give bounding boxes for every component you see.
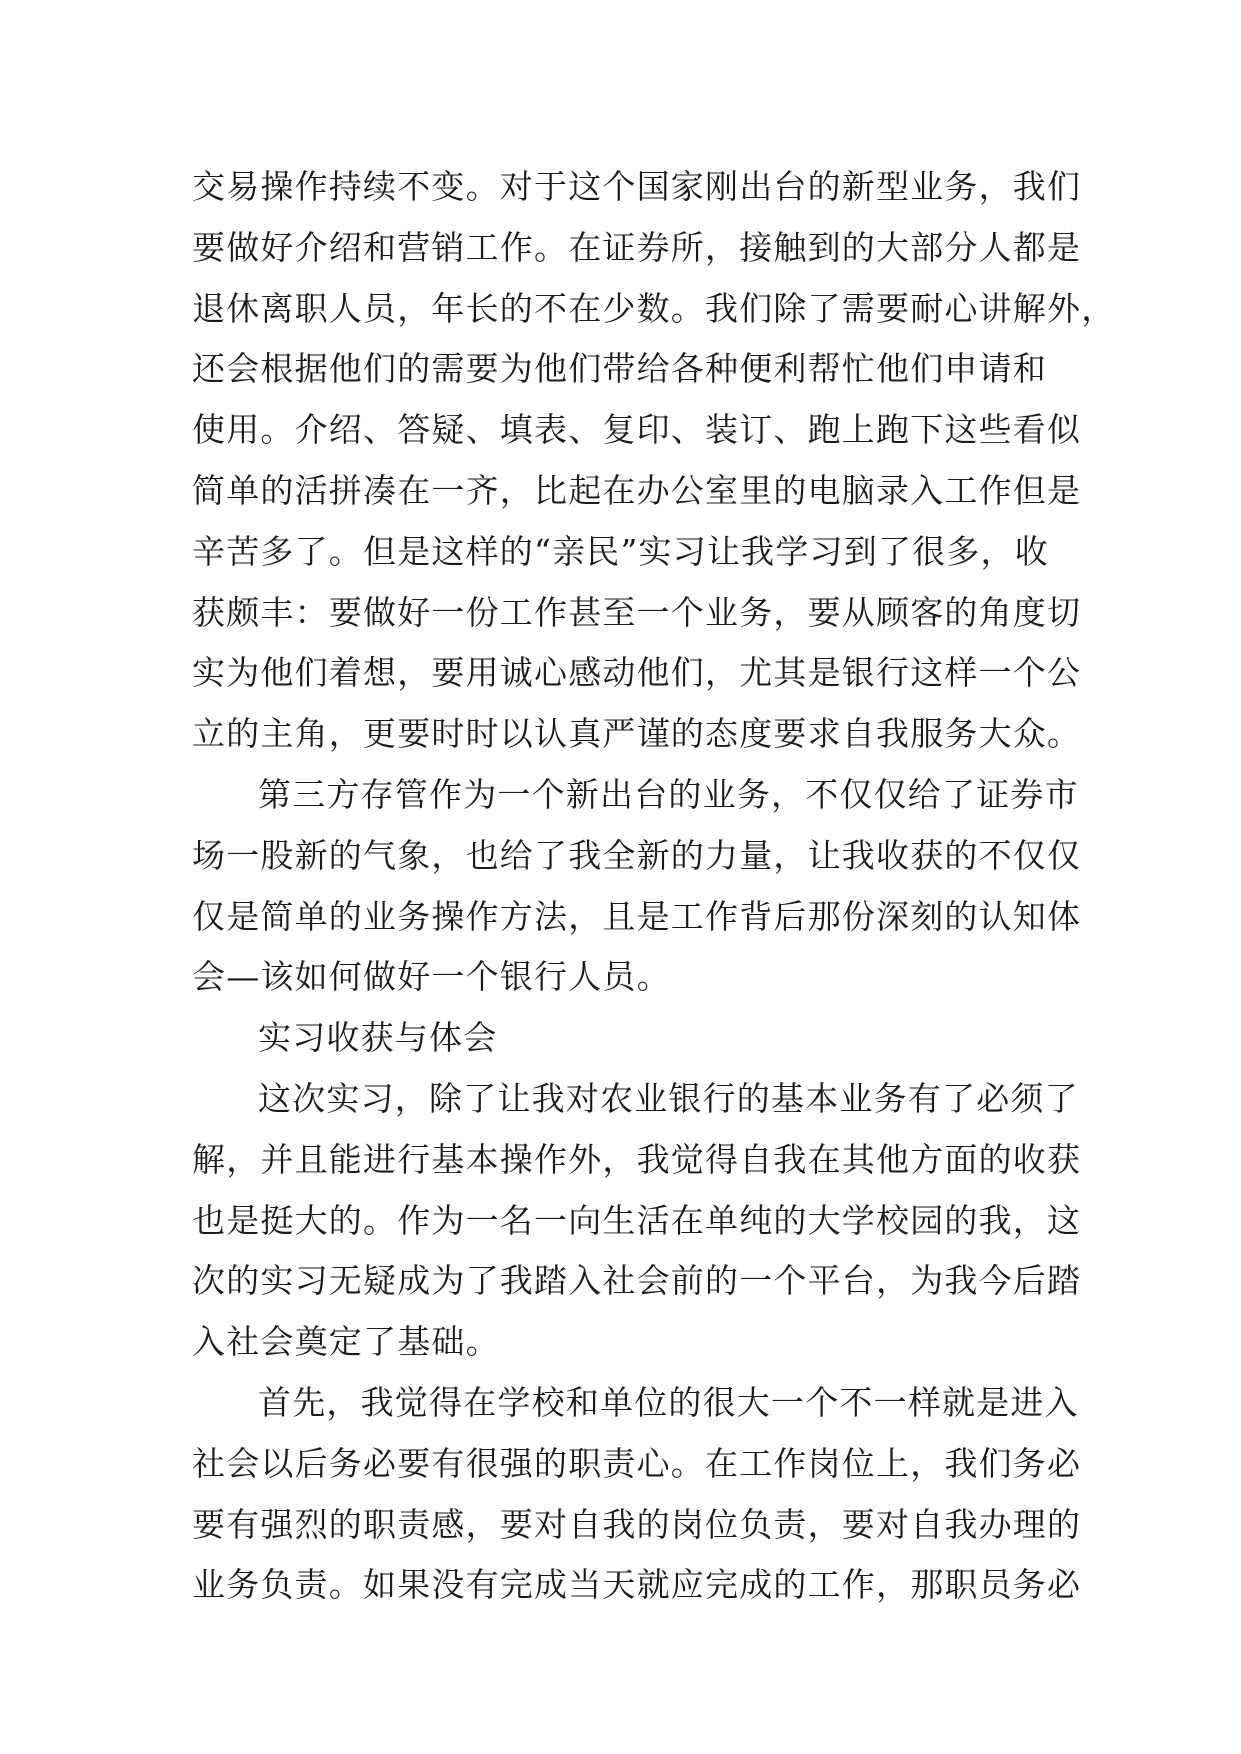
section-heading: 实习收获与体会 [258,1018,498,1058]
text-line: 解，并且能进行基本操作外，我觉得自我在其他方面的收获 [192,1139,1082,1179]
paragraph-first-line: 首先，我觉得在学校和单位的很大一个不一样就是进入 [258,1382,1079,1422]
text-line: 获颇丰：要做好一份工作甚至一个业务，要从顾客的角度切 [192,592,1082,632]
document-body [192,157,1116,1616]
text-line: 业务负责。如果没有完成当天就应完成的工作，那职员务必 [192,1565,1082,1605]
text-line: 要有强烈的职责感，要对自我的岗位负责，要对自我办理的 [192,1504,1082,1544]
text-line: 要做好介绍和营销工作。在证券所，接触到的大部分人都是 [192,227,1082,267]
text-line: 也是挺大的。作为一名一向生活在单纯的大学校园的我，这 [192,1200,1082,1240]
text-line: 使用。介绍、答疑、填表、复印、装订、跑上跑下这些看似 [192,410,1082,450]
text-line: 次的实习无疑成为了我踏入社会前的一个平台，为我今后踏 [192,1261,1082,1301]
text-line: 交易操作持续不变。对于这个国家刚出台的新型业务，我们 [192,167,1082,206]
text-line: 仅是简单的业务操作方法，且是工作背后那份深刻的认知体 [192,896,1082,936]
text-line: 退休离职人员，年长的不在少数。我们除了需要耐心讲解外， [192,288,1116,328]
paragraph-first-line: 这次实习，除了让我对农业银行的基本业务有了必须了 [258,1078,1079,1118]
paragraph-first-line: 第三方存管作为一个新出台的业务，不仅仅给了证券市 [258,774,1079,814]
text-line: 社会以后务必要有很强的职责心。在工作岗位上，我们务必 [192,1443,1082,1483]
text-line: 辛苦多了。但是这样的“亲民”实习让我学习到了很多，收 [192,531,1049,571]
text-line: 实为他们着想，要用诚心感动他们，尤其是银行这样一个公 [192,653,1082,693]
text-line: 简单的活拼凑在一齐，比起在办公室里的电脑录入工作但是 [192,470,1082,510]
text-line: 立的主角，更要时时以认真严谨的态度要求自我服务大众。 [192,714,1082,754]
text-line: 会—该如何做好一个银行人员。 [192,957,671,997]
text-line: 还会根据他们的需要为他们带给各种便利帮忙他们申请和 [192,349,1047,389]
text-line: 场一股新的气象，也给了我全新的力量，让我收获的不仅仅 [192,835,1082,875]
text-line: 入社会奠定了基础。 [192,1322,500,1362]
